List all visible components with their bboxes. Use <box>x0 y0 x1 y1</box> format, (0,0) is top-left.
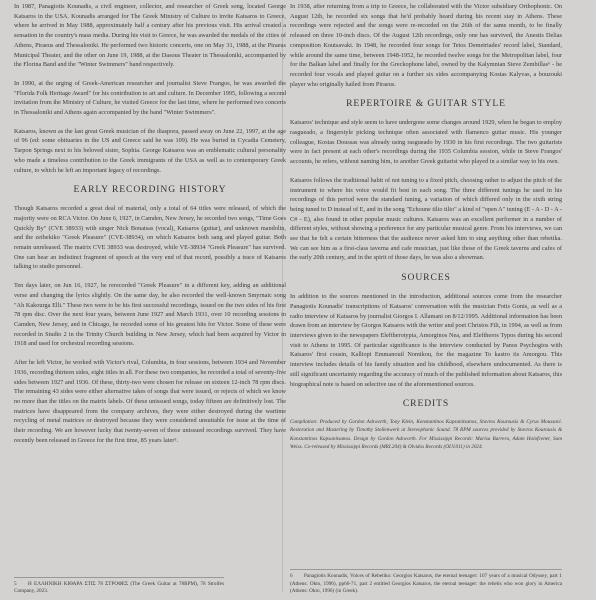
intro-paragraph-2: In 1990, at the urging of Greek-American researcher and journalist Steve Frangos, he was awarded the "Florida Folk Heritage Award" for his contribution to art and culture. In December 1995, following a second invitation from the Ministry of Culture, he visited Greece for the last time, where he performed two concerts in Thessaloniki and Athens again accompanied by the band "Winter Swimmers". <box>14 79 286 117</box>
section-heading-early-recording: EARLY RECORDING HISTORY <box>73 184 227 196</box>
early-recording-paragraph-2: Ten days later, on Jun 16, 1927, he rerecorded "Greek Pleasure" in a different key, adding an additional verse and changing the lyrics slightly. On the same day, he also recorded the well-known Smyrnaic song "Ah Kakourga Elli." These two were to be his first successful recordings, issued on the two sides of his first 78 rpm disc. Over the next four years, between June 1927 and March 1931, over 10 recording sessions in Camden, New Jersey, and in Chicago, he recorded some of his greatest hits for Victor. Some of these were recorded in Studio 2 in the Trinity Church building in New Jersey, which had been acquired by Victor in 1918 and used for orchestral recording sessions. <box>14 282 286 348</box>
footnote-text: Η ΕΛΛΗΝΙΚΗ ΚΙΘΑΡΑ ΣΤΙΣ 78 ΣΤΡΟΦΕΣ (The Greek Guitar at 78RPM), 78 Stroifes Company, 2023. <box>14 580 224 595</box>
intro-paragraph-3: Katsaros, known as the last great Greek musician of the diaspora, passed away on June 22, 1997, at the age of 96 (ed: some obituaries in the US and Greece said he was 109). He was buried in Cycadia Cemetery, Tarpon Springs next to his beloved sister, Sophia. George Katsaros was an emblematic cultural personality who made a timeless contribution to the Greek immigrants of the USA as well as to contemporary Greek culture, to which he left an important legacy of recordings. <box>14 127 286 174</box>
footnote-number: 5 <box>14 580 17 587</box>
repertoire-paragraph-1: Katsaros' technique and style seem to have undergone some changes around 1929, when he began to employ rasgueado, a fingerstyle picking technique often associated with flamenco guitar music. His younger colleague, Kostas Doussas was already using rasgueado by 1930 in his first recordings. The two guitarists were in fact present at each other's recordings during the 1935 Columbia session, while in Steve Frangos' accounts, he refers, without naming him, to another Greek guitarist who played in a similar way to his own. <box>290 119 562 166</box>
section-heading-sources: SOURCES <box>401 272 451 284</box>
early-recording-paragraph-3: After he left Victor, he worked with Victor's rival, Columbia, in four sessions, between 1934 and November 1936, recording thirteen sides, eight titles in all. For these two companies, he recorded a total of seventy-five sides between 1927 and 1936. Of these, thirty-two were chosen for release on sixteen 12-inch 78 rpm discs. The remaining 43 sides were either alternative takes of songs that were issued, or rejects of which we know no more than the titles on the matrix labels. Of these unissued songs, today fifteen are definitively lost. The matrices have disappeared from the company archives, they were either destroyed during the wartime recycling of metal matrices or destroyed because they were considered unsuitable for issue at the time of their recording. We are however lucky that twenty-seven of those unissued recordings survived. They have recently been released in Greece for the first time, 85 years later⁵. <box>14 359 286 444</box>
footnote-6 <box>290 569 562 596</box>
footnote-text: Panagiotis Kounadis, Voices of Rebetiko: Georgios Katsaros, the eternal teenager: 107 years of a musical Odyssey, part 1 (Athens: Okto, 1996), pp66-71, part 2 entitled Georgios Katsaros, the eternal teenager: the rebetis who won glory in America (Athens: Okto, 1996) (in Greek). <box>290 573 562 595</box>
orthophonic-paragraph: In 1938, after returning from a trip to Greece, he collaborated with the Victor subsidiary Orthophonic. On August 12th, he recorded six songs that he'd probably heard during his recent stay in Athens. These recordings were rejected and the songs were re-recorded on the 26th of the same month, to be finally released on three 10-inch discs. Of the August 12th recordings, only one has survived, the Anestis Delias composition Koutsavaki. In 1948, he recorded four songs for Tetos Demetriades' record label, Standard, while around the same time, between 1948-1952, he recorded twelve songs for the Metropolitan label, four for the Balkan label and finally for the Greckophone label, owned by the Kalymnian Steve Zembillas⁶ - he recorded four vocals and played guitar on a further six sides accompanying Kostas Kalyvas, a bouzouki player who originally hailed from Piraeus. <box>290 3 562 88</box>
section-heading-credits: CREDITS <box>402 398 450 410</box>
section-heading-repertoire: REPERTOIRE & GUITAR STYLE <box>346 98 506 110</box>
right-column <box>290 2 562 460</box>
intro-paragraph-1: In 1987, Panagiotis Kounadis, a civil engineer, collector, and researcher of Greek song, located George Katsaros in the USA. Kounadis arranged for The Greek Ministry of Culture to invite Katsaros to Greece, where he arrived in May 1988, approximately half a century after his previous visit. His arrival created a sensation in the country's mass media. During his visit to Greece, he was awarded the medals of the cities of Athens, Piraeus and Thessaloniki. He performed two historic concerts, one on May 31, 1988, at the Piraeus Municipal Theater, and the other on June 19, 1988, at the Dasous Theater in Thessaloniki, accompanied by the Florina Band and the "Winter Swimmers" band respectively. <box>14 3 286 69</box>
footnote-number: 6 <box>290 573 293 580</box>
credits-paragraph: Compilation: Produced by Gordon Ashworth, Tony Klein, Konstantinos Kapsanitsanos, Stavros Kourousis & Cyrus Moussavi. Restoration and Mastering by Timothy Stollenwerk at Stereophonic Sound. 78 RPM sources provided by Stavros Kourousis & Konstantinos Kapsanitsanos. Design by Gordon Ashworth. For Mississippi Records: Marisa Barrera, Adam Holofcener, Sam Weiss. Co-released by Mississippi Records (MRI.204) & Olvidos Records (OLV.011) in 2024. <box>290 419 562 450</box>
footnote-5 <box>14 577 224 596</box>
early-recording-paragraph-1: Though Katsaros recorded a great deal of material, only a total of 64 titles were released, of which the majority were on RCA Victor. On June 6, 1927, in Camden, New Jersey, he recorded two songs, "Time Goes Quickly By" (CVE 38933) with singer Nick Bonatsas (vocal), Katsaros (guitar), and unknown mandolin, and the zeibekiko "Greek Pleasure" (CVE-38934), on which Katsaros both sang and played guitar. Both remain unreleased. The matrix CVE 38933 was destroyed, while VE-38934 "Greek Pleasure" has survived. One can hear an indistinct fragment of speech at the very end of that record, possibly a trace of Katsaros talking to studio personnel. <box>14 205 286 271</box>
repertoire-paragraph-2: Katsaros follows the traditional habit of not tuning to a fixed pitch, choosing rather to adjust the pitch of the instrument to where his voice would fit best in each song. The three different tunings he used in his recordings of this period were the standard tuning, a variation of which differed only in the sixth string being tuned to D instead of E, and in the song "Echoune tilio tilio" a kind of "open A" tuning (E - A - D - A - C# - E), also found in other popular music cultures. Katsaros was an excellent performer in a number of different styles, without showing a preference for any particular musical genre. From his interviews, we can see that he felt a certain bitterness that the audience never asked him to sing anything other than rebetika. We can see him as a first-class taverna and cafe musician, just like those of the Greek taverns and cafes of the early 20th century, and in the spirit of those days, he was also a showman. <box>290 176 562 262</box>
left-column <box>14 2 286 454</box>
sources-paragraph: In addition to the sources mentioned in the introduction, additional sources come from the researcher Panagiotis Kounadis' transcriptions of Katsaros' conversation with the musician Fotis Gonis, as well as a radio interview of Katsaros by journalist Giorgos I. Allamani on 8/12/1995. Additional information has been drawn from an interview by Giorgos Katsaros with the writer and poet Christos Fili, in 1994, as well as from interviews given to the newspapers Eleftherotypia, Amorginos Nea, and Eleftheros Typos during his second visit to Athens in 1995. Of particular significance is the interview conducted by Panos Psychogios with Katsaros' first cousin, Kalliopi Emmanouil Nomikou, for the magazine To kastro tis Amorgou. This interview includes details of his family situation and his childhood, elsewhere undocumented. As there is still significant uncertainty regarding the accuracy of much of the published information about Katsaros, this biographical note is based on selective use of the aforementioned sources. <box>290 293 562 388</box>
